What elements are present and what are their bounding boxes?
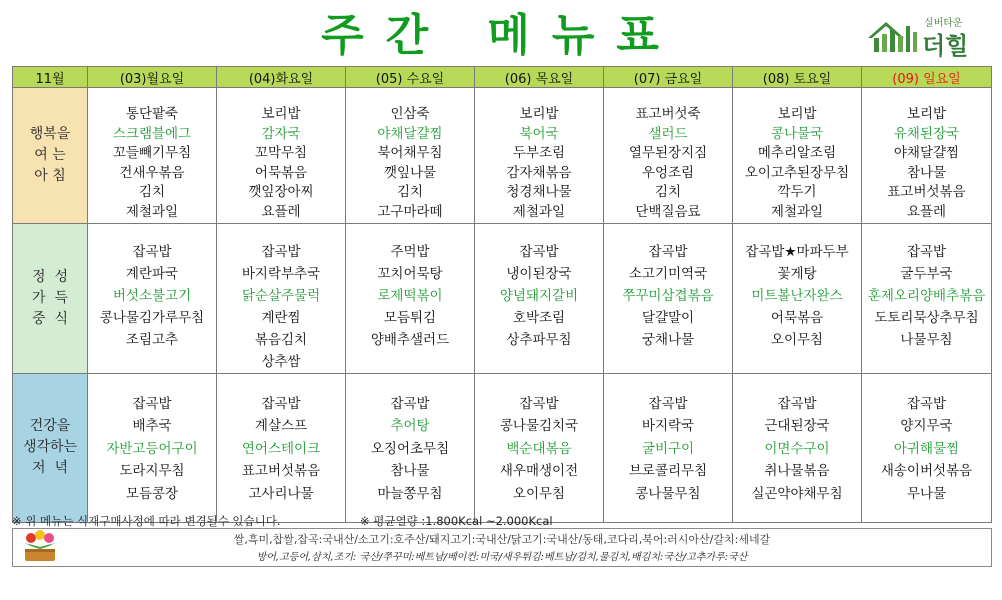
day-menu-cell: [475, 223, 604, 373]
menu-item: 잡곡밥★마파두부: [745, 243, 849, 260]
menu-item: 상추쌈: [261, 353, 301, 370]
menu-item: 오이고추된장무침: [744, 164, 850, 181]
lunch-row: [13, 223, 992, 373]
menu-item: 취나물볶음: [764, 463, 830, 480]
origin-info-box: [12, 528, 992, 567]
menu-item: 표고버섯볶음: [887, 184, 966, 201]
menu-item: 모듬콩장: [125, 485, 179, 502]
menu-item: 제철과일: [770, 203, 824, 220]
day-menu-cell: [733, 88, 862, 224]
weekly-menu-table: [12, 66, 992, 523]
menu-item: 도라지무침: [119, 463, 185, 480]
menu-item: 백순대볶음: [506, 440, 572, 457]
menu-item: 나물무침: [900, 331, 953, 348]
menu-item: 메추리알조림: [757, 145, 837, 162]
day-menu-cell: [733, 373, 862, 522]
menu-item: 버섯소불고기: [112, 287, 192, 304]
menu-item: 배추국: [132, 418, 172, 435]
menu-item: 청경채나물: [506, 184, 572, 201]
meal-label-line: 저 녁: [32, 460, 68, 477]
menu-item: 호박조림: [512, 309, 566, 326]
day-menu-cell: [604, 223, 733, 373]
menu-item: 김치: [138, 184, 166, 201]
menu-item: 상추파무침: [506, 331, 572, 348]
menu-item: 콩나물김치국: [499, 418, 579, 435]
menu-item: 요플레: [906, 203, 947, 220]
menu-item: 북어채무침: [377, 145, 443, 162]
day-menu-cell: [88, 88, 217, 224]
menu-item: 브로콜리무침: [628, 463, 708, 480]
day-header: (05) 수요일: [346, 67, 475, 88]
menu-item: 무나물: [906, 485, 947, 502]
menu-item: 야채달걀찜: [893, 145, 960, 162]
menu-item: 추어탕: [390, 418, 430, 435]
menu-item: 김치: [396, 184, 424, 201]
menu-item: 자반고등어구이: [106, 440, 198, 457]
menu-item: 굴두부국: [900, 265, 953, 282]
day-header: (06) 목요일: [475, 67, 604, 88]
menu-item: 바지락국: [641, 418, 695, 435]
menu-item: 근대된장국: [764, 418, 830, 435]
menu-item: 오이무침: [770, 331, 824, 348]
menu-item: 계살스프: [254, 418, 308, 435]
day-menu-cell: [475, 88, 604, 224]
menu-item: 오징어초무침: [370, 440, 450, 457]
menu-item: 주먹밥: [390, 243, 430, 260]
menu-item: 잡곡밥: [648, 243, 688, 260]
day-menu-cell: [604, 373, 733, 522]
menu-item: 참나물: [390, 463, 430, 480]
day-menu-cell: [346, 373, 475, 522]
menu-item: 깻잎나물: [383, 164, 437, 181]
origin-line-2: 방어,고등어,삼치,조기: 국산/쭈꾸미:베트남/베이컨:미국/새우튀김:베트남/김치,물김치,배김치:국산/고추가루:국산: [256, 552, 748, 563]
menu-item: 양념돼지갈비: [499, 287, 579, 304]
menu-item: 꽃게탕: [777, 265, 817, 282]
menu-item: 표고버섯볶음: [241, 463, 321, 480]
menu-item: 제철과일: [512, 203, 566, 220]
menu-item: 마늘쫑무침: [377, 485, 443, 502]
meal-label-line: 아 침: [34, 167, 66, 184]
menu-item: 스크램블에그: [112, 125, 192, 142]
menu-item: 미트볼난자완스: [751, 287, 843, 304]
menu-item: 잡곡밥: [519, 395, 559, 412]
meal-label-line: 여 는: [34, 146, 66, 163]
menu-item: 단백질음료: [635, 203, 701, 220]
meal-label: [13, 88, 88, 224]
day-menu-cell: [346, 88, 475, 224]
menu-item: 콩나물무침: [635, 485, 701, 502]
menu-item: 김치: [654, 184, 682, 201]
menu-item: 야채달걀찜: [377, 125, 443, 142]
menu-item: 콩나물국: [770, 125, 824, 142]
menu-item: 보리밥: [519, 106, 559, 122]
menu-item: 어묵볶음: [770, 309, 824, 326]
day-header: (08) 토요일: [733, 67, 862, 88]
menu-item: 양지무국: [900, 418, 953, 435]
menu-item: 감자채볶음: [506, 164, 572, 181]
origin-line-1: 쌀,흑미,찹쌀,잡곡:국내산/소고기:호주산/돼지고기:국내산/닭고기:국내산/동태,코다리,북어:러시아산/갈치:세네갈: [233, 533, 771, 546]
day-menu-cell: [217, 373, 346, 522]
menu-item: 훈제오리양배추볶음: [867, 287, 986, 304]
menu-item: 계란파국: [125, 265, 179, 282]
menu-item: 북어국: [519, 125, 559, 142]
header-row: [13, 67, 992, 88]
day-menu-cell: [346, 223, 475, 373]
menu-item: 소고기미역국: [628, 265, 708, 282]
meal-label: [13, 223, 88, 373]
month-header: 11월: [13, 67, 88, 88]
menu-item: 실곤약야채무침: [751, 485, 843, 502]
breakfast-row: [13, 88, 992, 224]
meal-label: [13, 373, 88, 522]
menu-item: 연어스테이크: [241, 440, 321, 457]
menu-item: 제철과일: [125, 203, 179, 220]
menu-item: 잡곡밥: [261, 395, 301, 412]
day-menu-cell: [604, 88, 733, 224]
day-menu-cell: [475, 373, 604, 522]
menu-item: 참나물: [906, 164, 947, 181]
menu-item: 계란찜: [261, 309, 301, 326]
menu-item: 어묵볶음: [254, 164, 308, 181]
day-menu-cell: [217, 88, 346, 224]
menu-item: 표고버섯죽: [635, 106, 701, 122]
menu-item: 오이무침: [512, 485, 566, 502]
page-title: 주간 메뉴표: [321, 10, 681, 61]
menu-item: 고사리나물: [248, 485, 314, 502]
menu-item: 꼬들빼기무침: [112, 145, 192, 162]
day-menu-cell: [733, 223, 862, 373]
dinner-row: [13, 373, 992, 522]
meal-label-line: 정 성: [32, 268, 68, 285]
menu-item: 보리밥: [777, 106, 817, 122]
meal-label-line: 건강을: [29, 418, 71, 435]
day-menu-cell: [88, 373, 217, 522]
menu-item: 열무된장지짐: [628, 145, 708, 162]
menu-item: 볶음김치: [254, 331, 308, 348]
day-header: (07) 금요일: [604, 67, 733, 88]
menu-item: 잡곡밥: [777, 395, 817, 412]
day-header-sunday: (09) 일요일: [862, 67, 992, 88]
menu-item: 꼬막무침: [254, 145, 308, 162]
change-notice: ※ 위 메뉴는 식재구매사정에 따라 변경될수 있습니다.: [12, 514, 281, 528]
menu-item: 콩나물김가루무침: [99, 309, 205, 326]
meal-label-line: 가 득: [32, 289, 68, 306]
menu-item: 바지락부추국: [241, 265, 321, 282]
logo-house-icon: [866, 16, 920, 56]
logo-subtitle: 실버타운: [924, 18, 963, 29]
menu-item: 두부조림: [512, 145, 566, 162]
day-menu-cell: [88, 223, 217, 373]
menu-item: 새송이버섯볶음: [880, 463, 973, 480]
menu-item: 잡곡밥: [906, 243, 947, 260]
menu-item: 양배추샐러드: [370, 331, 450, 348]
menu-item: 깻잎장아찌: [248, 184, 314, 201]
menu-item: 닭순살주물럭: [241, 287, 321, 304]
day-header: (04)화요일: [217, 67, 346, 88]
meal-label-line: 행복을: [29, 125, 71, 142]
logo: [866, 14, 986, 58]
menu-item: 잡곡밥: [906, 395, 947, 412]
menu-item: 잡곡밥: [132, 243, 172, 260]
menu-item: 통단팥죽: [125, 106, 179, 122]
menu-item: 건새우볶음: [119, 164, 185, 181]
calorie-notice: ※ 평균열량 :1.800Kcal ~2.000Kcal: [360, 514, 553, 528]
menu-item: 유채된장국: [893, 125, 960, 142]
menu-item: 우엉조림: [641, 164, 695, 181]
menu-item: 인삼죽: [390, 106, 430, 122]
menu-item: 잡곡밥: [132, 395, 172, 412]
menu-item: 쭈꾸미삼겹볶음: [622, 287, 714, 304]
menu-item: 굴비구이: [641, 440, 695, 457]
menu-item: 잡곡밥: [648, 395, 688, 412]
menu-item: 보리밥: [261, 106, 301, 122]
menu-item: 감자국: [261, 125, 301, 142]
day-menu-cell: [862, 223, 992, 373]
day-menu-cell: [217, 223, 346, 373]
menu-item: 도토리묵상추무침: [874, 309, 979, 326]
menu-item: 요플레: [261, 203, 301, 220]
day-menu-cell: [862, 88, 992, 224]
menu-item: 꼬치어묵탕: [377, 265, 443, 282]
menu-item: 잡곡밥: [519, 243, 559, 260]
menu-item: 깍두기: [777, 184, 817, 201]
menu-item: 궁채나물: [641, 331, 695, 348]
menu-item: 로제떡볶이: [377, 287, 443, 304]
menu-item: 샐러드: [648, 125, 688, 142]
menu-item: 보리밥: [906, 106, 947, 122]
menu-item: 달걀말이: [641, 309, 695, 326]
day-header: (03)월요일: [88, 67, 217, 88]
menu-item: 아귀해물찜: [893, 440, 960, 457]
menu-item: 이면수구이: [764, 440, 830, 457]
menu-item: 잡곡밥: [261, 243, 301, 260]
menu-item: 냉이된장국: [506, 265, 572, 282]
menu-item: 새우매생이전: [499, 463, 579, 480]
menu-item: 모듬튀김: [383, 309, 437, 326]
meal-label-line: 생각하는: [22, 439, 78, 456]
logo-name: 더힐: [922, 32, 969, 60]
meal-label-line: 중 식: [32, 310, 68, 327]
menu-item: 잡곡밥: [390, 395, 430, 412]
day-menu-cell: [862, 373, 992, 522]
menu-item: 고구마라떼: [377, 203, 443, 220]
menu-item: 조림고추: [125, 331, 179, 348]
